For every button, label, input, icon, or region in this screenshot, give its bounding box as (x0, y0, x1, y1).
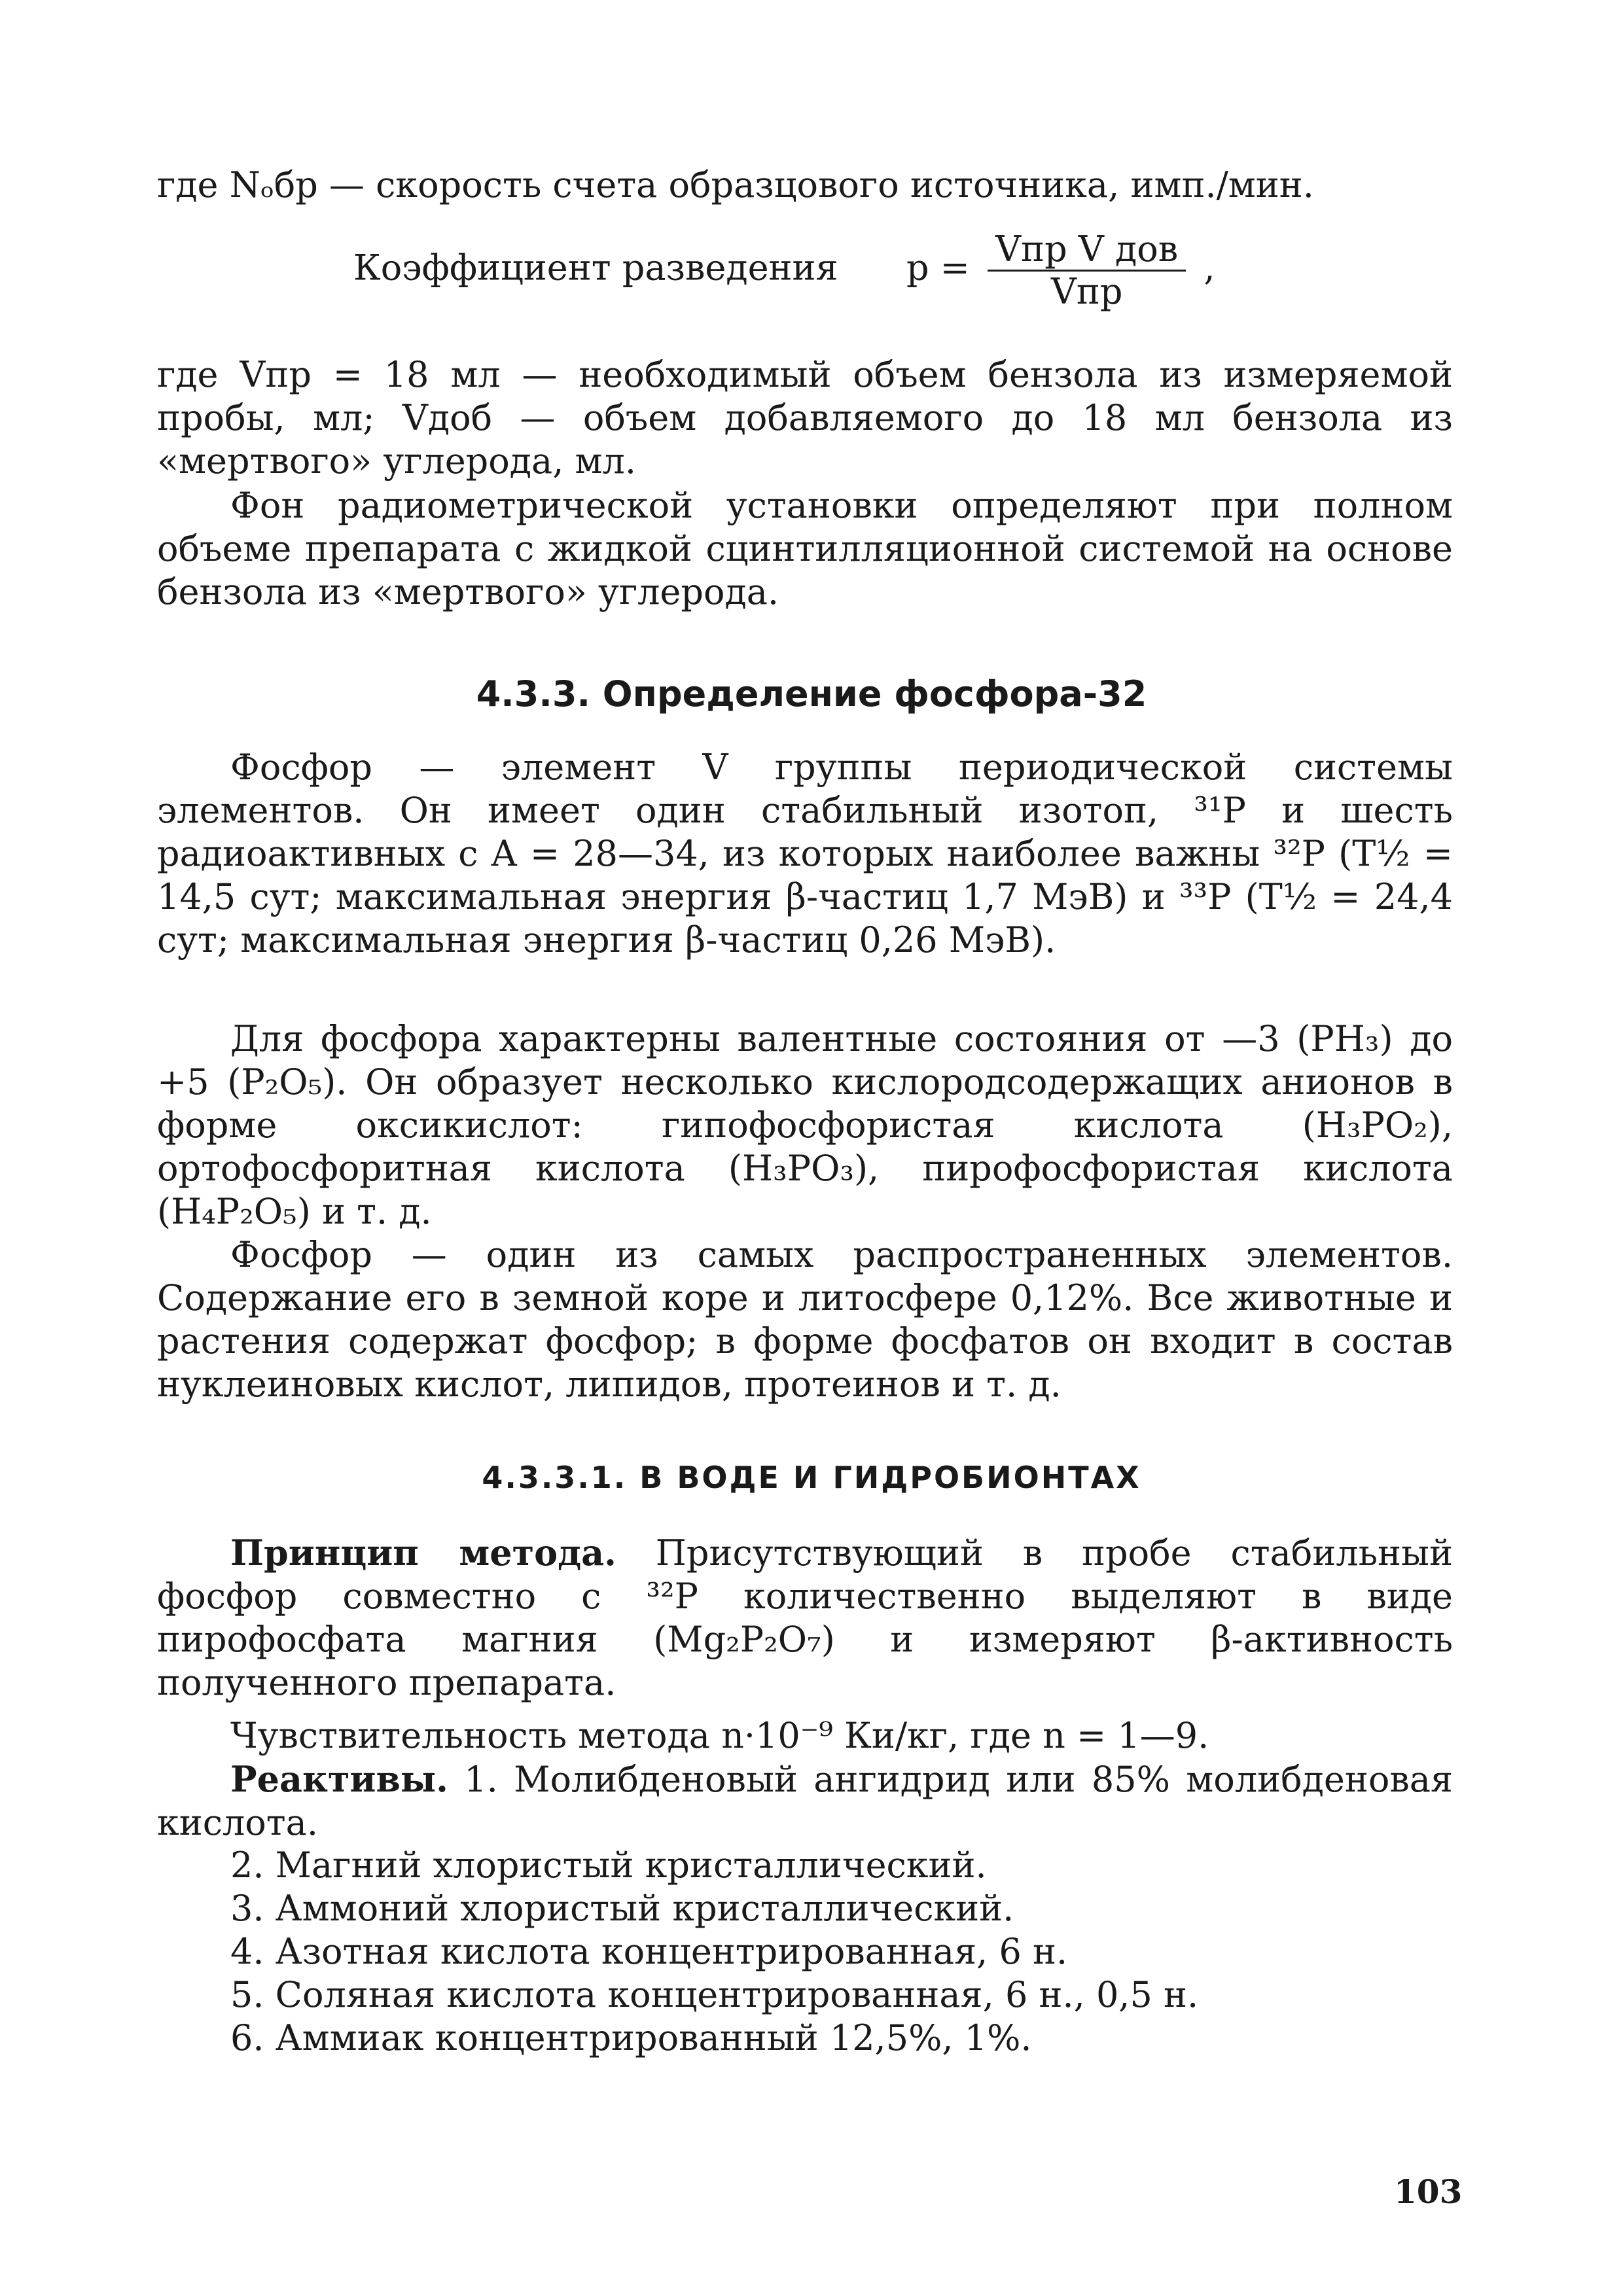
dilution-formula (353, 229, 1215, 312)
page-number: 103 (1394, 2172, 1463, 2211)
paragraph-phosphorus-2-block (157, 1017, 1453, 1233)
paragraph-phosphorus-2: Для фосфора характерны валентные состояния от —3 (PH₃) до +5 (P₂O₅). Он образует несколько кислородсодержащих анионов в форме оксикислот: гипофосфористая кислота (H₃PO₂), ортофосфоритная кислота (H₃PO₃), пирофосфористая кислота (H₄P₂O₅) и т. д. (157, 1018, 1453, 1232)
paragraph-phosphorus-1: Фосфор — элемент V группы периодической системы элементов. Он имеет один стабильный изотоп, ³¹P и шесть радиоактивных с A = 28—34, из которых наиболее важны ³²P (T½ = 14,5 сут; максимальная энергия β-частиц 1,7 МэВ) и ³³P (T½ = 24,4 сут; максимальная энергия β-частиц 0,26 МэВ). (157, 747, 1453, 961)
list-item: 2. Магний хлористый кристаллический. (230, 1845, 987, 1886)
paragraph-vpr-block (157, 353, 1453, 483)
formula-denominator: Vпр (1050, 271, 1123, 312)
list-item: 4. Азотная кислота концентрированная, 6 н. (230, 1931, 1068, 1972)
list-item: 5. Соляная кислота концентрированная, 6 н., 0,5 н. (230, 1974, 1199, 2015)
paragraph-phosphorus-3: Фосфор — один из самых распространенных элементов. Содержание его в земной коре и литосфере 0,12%. Все животные и растения содержат фосфор; в форме фосфатов он входит в состав нуклеиновых кислот, липидов, протеинов и т. д. (157, 1234, 1453, 1405)
section-heading-4331: 4.3.3.1. В ВОДЕ И ГИДРОБИОНТАХ (482, 1460, 1141, 1495)
formula-label: Коэффициент разведения (353, 247, 838, 289)
principle-text: Присутствующий в пробе стабильный фосфор совместно с ³²P количественно выделяют в виде пирофосфата магния (Mg₂P₂O₇) и измеряют β-активность полученного препарата. (157, 1532, 1453, 1703)
formula-numerator: Vпр V дов (988, 229, 1186, 272)
paragraph-phosphorus-1-block (157, 746, 1453, 962)
section-heading-433: 4.3.3. Определение фосфора-32 (476, 673, 1147, 715)
paragraph-principle-block (157, 1531, 1453, 1704)
list-item: 3. Аммоний хлористый кристаллический. (230, 1888, 1014, 1929)
reagents-label: Реактивы. (230, 1758, 448, 1800)
principle-label: Принцип метода. (230, 1532, 616, 1574)
definition-line-nobr: где Nₒбр — скорость счета образцового источника, имп./мин. (157, 164, 1314, 205)
paragraph-principle (157, 1531, 1453, 1704)
sensitivity-line: Чувствительность метода n·10⁻⁹ Ки/кг, где n = 1—9. (230, 1715, 1209, 1756)
paragraph-background: Фон радиометрической установки определяют при полном объеме препарата с жидкой сцинтилляционной системой на основе бензола из «мертвого» углерода. (157, 485, 1453, 612)
reagents-first (157, 1757, 1453, 1845)
list-item: 6. Аммиак концентрированный 12,5%, 1%. (230, 2017, 1032, 2058)
paragraph-phosphorus-3-block (157, 1233, 1453, 1406)
paragraph-background-block (157, 484, 1453, 614)
formula-tail: , (1204, 247, 1215, 289)
formula-fraction (988, 229, 1186, 312)
paragraph-vpr: где Vпр = 18 мл — необходимый объем бензола из измеряемой пробы, мл; Vдоб — объем добавляемого до 18 мл бензола из «мертвого» углерода, мл. (157, 354, 1453, 482)
reagents-block (157, 1757, 1453, 1845)
reagents-first-text: 1. Молибденовый ангидрид или 85% молибденовая кислота. (157, 1759, 1453, 1843)
formula-var: p = (906, 247, 970, 289)
